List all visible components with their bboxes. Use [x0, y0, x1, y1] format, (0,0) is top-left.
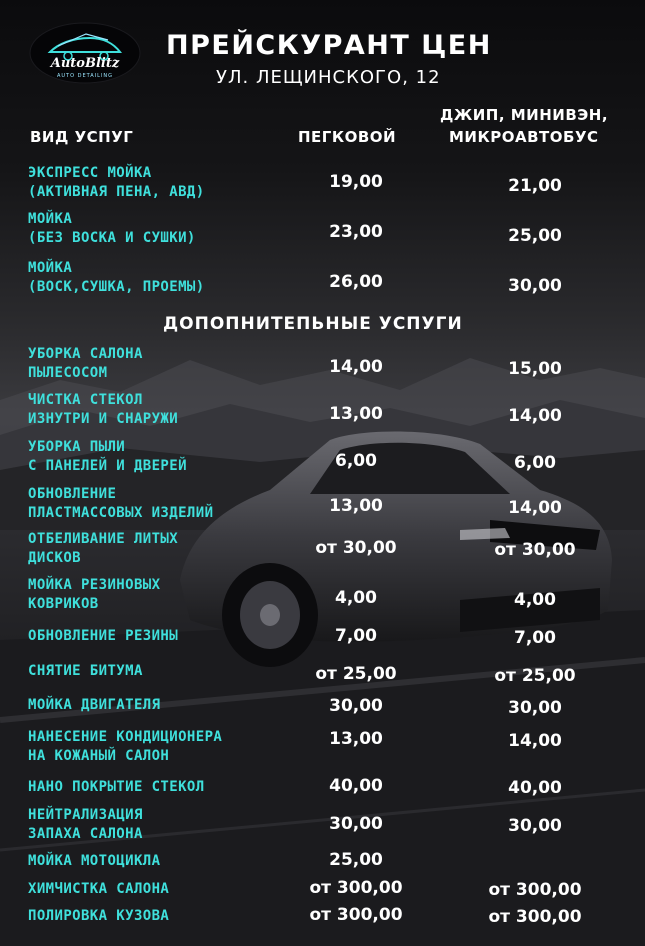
additional-price-car: от 300,00 — [309, 905, 403, 925]
additional-price-suv: 14,00 — [508, 498, 562, 518]
additional-service-name: УБОРКА САЛОНА ПЫЛЕСОСОМ — [28, 346, 143, 381]
additional-service-name: ХИМЧИСТКА САЛОНА — [28, 881, 170, 897]
main-price-car: 23,00 — [329, 222, 383, 242]
additional-price-car: 40,00 — [329, 776, 383, 796]
main-service-name: ЭКСПРЕСС МОЙКА (АКТИВНАЯ ПЕНА, АВД) — [28, 165, 205, 200]
main-service-name: МОЙКА (БЕЗ ВОСКА И СУШКИ) — [28, 211, 196, 246]
additional-price-suv: 40,00 — [508, 778, 562, 798]
additional-price-car: от 30,00 — [315, 538, 397, 558]
additional-price-suv: 7,00 — [514, 628, 556, 648]
additional-service-name: МОЙКА ДВИГАТЕЛЯ — [28, 697, 161, 713]
additional-service-name: НАНЕСЕНИЕ КОНДИЦИОНЕРА НА КОЖАНЫЙ САЛОН — [28, 729, 223, 764]
main-service-name: МОЙКА (ВОСК,СУШКА, ПРОЕМЫ) — [28, 260, 205, 295]
autoblitz-logo — [28, 22, 142, 84]
header-suv-line1: ДЖИП, МИНИВЭН, — [440, 106, 609, 124]
additional-price-car: 13,00 — [329, 729, 383, 749]
additional-price-car: 7,00 — [335, 626, 377, 646]
main-price-suv: 21,00 — [508, 176, 562, 196]
additional-price-car: 13,00 — [329, 404, 383, 424]
additional-price-car: от 25,00 — [315, 664, 397, 684]
additional-service-name: НАНО ПОКРЫТИЕ СТЕКОЛ — [28, 779, 205, 795]
header-car: ПЕГКОВОЙ — [298, 128, 397, 146]
additional-price-car: 30,00 — [329, 696, 383, 716]
additional-price-car: 4,00 — [335, 588, 377, 608]
additional-price-suv: 15,00 — [508, 359, 562, 379]
additional-services-title: ДОПОПНИТЕПЬНЫЕ УСПУГИ — [163, 314, 463, 334]
additional-price-car: 13,00 — [329, 496, 383, 516]
additional-service-name: ПОЛИРОВКА КУЗОВА — [28, 908, 170, 924]
additional-price-suv: от 30,00 — [494, 540, 576, 560]
logo-brand: AutoBlitz — [50, 56, 120, 71]
additional-service-name: ОБНОВЛЕНИЕ РЕЗИНЫ — [28, 628, 179, 644]
additional-service-name: ОТБЕЛИВАНИЕ ЛИТЫХ ДИСКОВ — [28, 531, 179, 566]
additional-price-suv: 14,00 — [508, 406, 562, 426]
additional-service-name: УБОРКА ПЫЛИ С ПАНЕЛЕЙ И ДВЕРЕЙ — [28, 439, 187, 474]
logo-tagline: AUTO DETAILING — [56, 73, 114, 79]
additional-service-name: МОЙКА РЕЗИНОВЫХ КОВРИКОВ — [28, 577, 161, 612]
header-suv-line2: МИКРОАВТОБУС — [449, 128, 599, 146]
additional-service-name: ЧИСТКА СТЕКОЛ ИЗНУТРИ И СНАРУЖИ — [28, 392, 179, 427]
additional-price-suv: 30,00 — [508, 816, 562, 836]
additional-service-name: ОБНОВЛЕНИЕ ПЛАСТМАССОВЫХ ИЗДЕЛИЙ — [28, 486, 214, 521]
additional-price-car: 14,00 — [329, 357, 383, 377]
additional-price-suv: 14,00 — [508, 731, 562, 751]
additional-price-car: 30,00 — [329, 814, 383, 834]
main-price-car: 26,00 — [329, 272, 383, 292]
header-service: ВИД УСПУГ — [30, 128, 134, 146]
additional-price-car: от 300,00 — [309, 878, 403, 898]
additional-price-suv: от 25,00 — [494, 666, 576, 686]
additional-service-name: СНЯТИЕ БИТУМА — [28, 663, 143, 679]
address: УЛ. ЛЕЩИНСКОГО, 12 — [216, 67, 441, 88]
main-price-car: 19,00 — [329, 172, 383, 192]
additional-price-suv: от 300,00 — [488, 907, 582, 927]
additional-price-car: 25,00 — [329, 850, 383, 870]
additional-service-name: НЕЙТРАЛИЗАЦИЯ ЗАПАХА САЛОНА — [28, 807, 143, 842]
main-price-suv: 30,00 — [508, 276, 562, 296]
additional-service-name: МОЙКА МОТОЦИКЛА — [28, 853, 161, 869]
main-price-suv: 25,00 — [508, 226, 562, 246]
page-title: ПРЕЙСКУРАНТ ЦЕН — [166, 30, 492, 61]
additional-price-suv: 30,00 — [508, 698, 562, 718]
additional-price-suv: от 300,00 — [488, 880, 582, 900]
additional-price-suv: 4,00 — [514, 590, 556, 610]
additional-price-car: 6,00 — [335, 451, 377, 471]
additional-price-suv: 6,00 — [514, 453, 556, 473]
